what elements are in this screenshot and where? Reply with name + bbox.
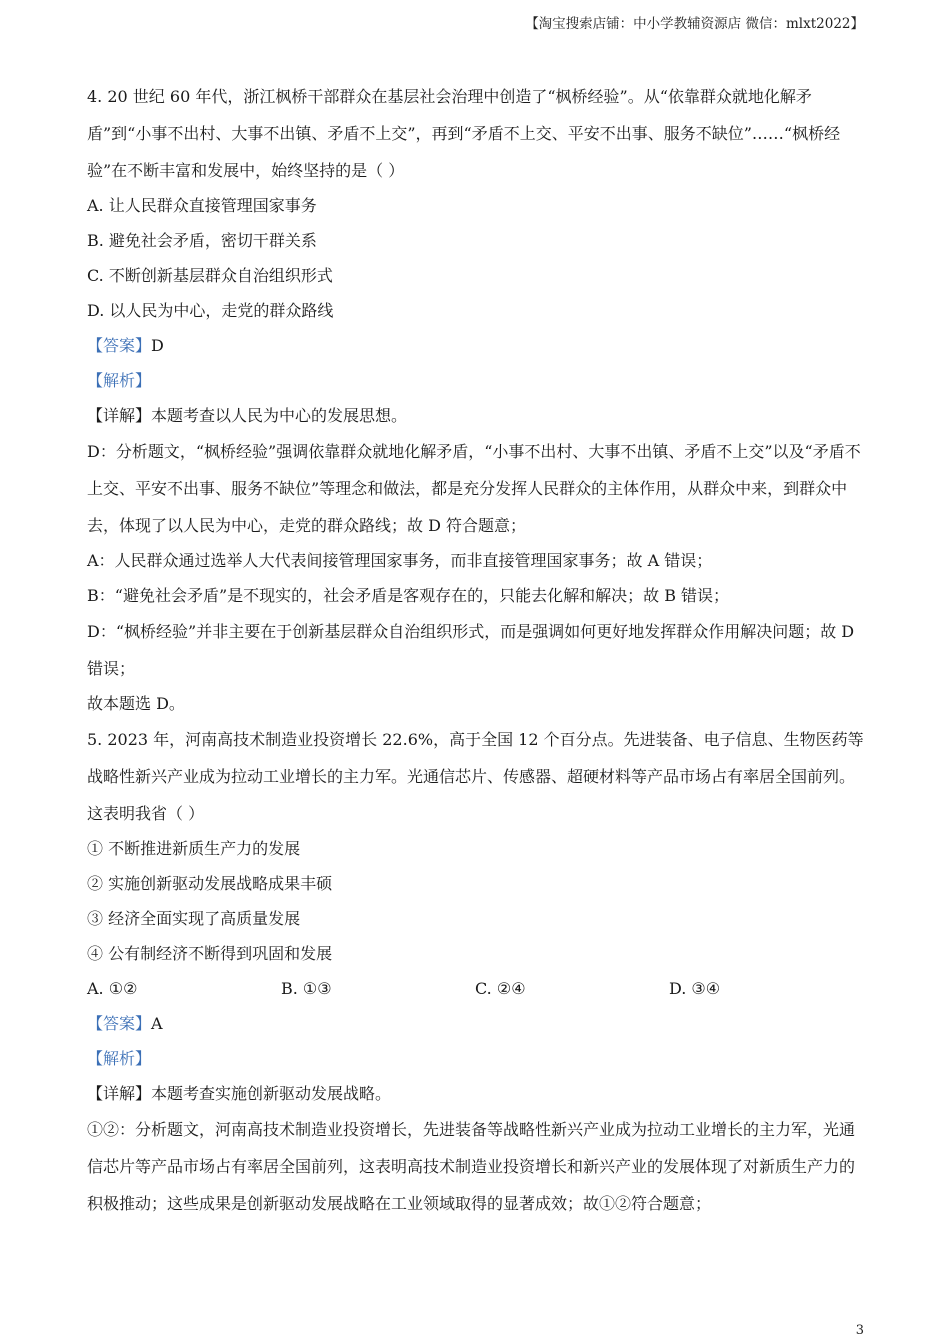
explanation-a: A：人民群众通过选举人大代表间接管理国家事务，而非直接管理国家事务；故 A 错误； [87,551,713,570]
statement-4: ④ 公有制经济不断得到巩固和发展 [87,944,333,963]
statement-2: ② 实施创新驱动发展战略成果丰硕 [87,874,333,893]
option-b: B. 避免社会矛盾，密切干群关系 [87,231,317,250]
option-b: B. ①③ [281,979,332,998]
answer-line [87,334,867,358]
option-a: A. ①② [87,979,138,998]
question-stem: 4. 20 世纪 60 年代，浙江枫桥干部群众在基层社会治理中创造了“枫桥经验”。从“依靠群众就地化解矛盾”到“小事不出村、大事不出镇、矛盾不上交”，再到“矛盾不上交、平安不出事、服务不缺位”……“枫桥经验”在不断丰富和发展中，始终坚持的是（ ） [87,87,841,180]
explanation-d2: D：“枫桥经验”并非主要在于创新基层群众自治组织形式，而是强调如何更好地发挥群众作用解决问题；故 D 错误； [87,622,855,678]
explanation-d: D：分析题文，“枫桥经验”强调依靠群众就地化解矛盾，“小事不出村、大事不出镇、矛盾不上交”以及“矛盾不上交、平安不出事、服务不缺位”等理念和做法，都是充分发挥人民群众的主体作用，从群众中来，到群众中去，体现了以人民为中心，走党的群众路线；故 D 符合题意； [87,442,861,535]
question-stem: 5. 2023 年，河南高技术制造业投资增长 22.6%，高于全国 12 个百分点。先进装备、电子信息、生物医药等战略性新兴产业成为拉动工业增长的主力军。光通信芯片、传感器、超硬材料等产品市场占有率居全国前列。这表明我省（ ） [87,730,864,823]
page-number: 3 [855,1323,864,1338]
question-5 [87,721,867,1222]
analysis-tag: 【解析】 [87,1049,152,1068]
detail-line: 【详解】本题考查实施创新驱动发展战略。 [87,1084,392,1103]
question-4 [87,78,867,716]
statement-3: ③ 经济全面实现了高质量发展 [87,909,301,928]
option-a: A. 让人民群众直接管理国家事务 [87,196,317,215]
document-body [87,78,867,1227]
statement-1: ① 不断推进新质生产力的发展 [87,839,301,858]
options-row [87,977,867,1001]
page-header: 【淘宝搜索店铺：中小学教辅资源店 微信：mlxt2022】 [525,16,864,32]
option-d: D. 以人民为中心，走党的群众路线 [87,301,334,320]
conclusion: 故本题选 D。 [87,694,185,713]
option-d: D. ③④ [669,979,721,998]
option-c: C. 不断创新基层群众自治组织形式 [87,266,333,285]
answer-tag: 【答案】 [87,336,152,355]
explanation-12: ①②：分析题文，河南高技术制造业投资增长，先进装备等战略性新兴产业成为拉动工业增长的主力军，光通信芯片等产品市场占有率居全国前列，这表明高技术制造业投资增长和新兴产业的发展体现了对新质生产力的积极推动；这些成果是创新驱动发展战略在工业领域取得的显著成效；故①②符合题意； [87,1120,856,1213]
answer-line [87,1012,867,1036]
option-c: C. ②④ [475,979,526,998]
detail-line: 【详解】本题考查以人民为中心的发展思想。 [87,406,408,425]
explanation-b: B：“避免社会矛盾”是不现实的，社会矛盾是客观存在的，只能去化解和解决；故 B 错误； [87,586,730,605]
answer-value: A [151,1014,163,1033]
analysis-tag: 【解析】 [87,371,152,390]
answer-value: D [151,336,164,355]
answer-tag: 【答案】 [87,1014,152,1033]
